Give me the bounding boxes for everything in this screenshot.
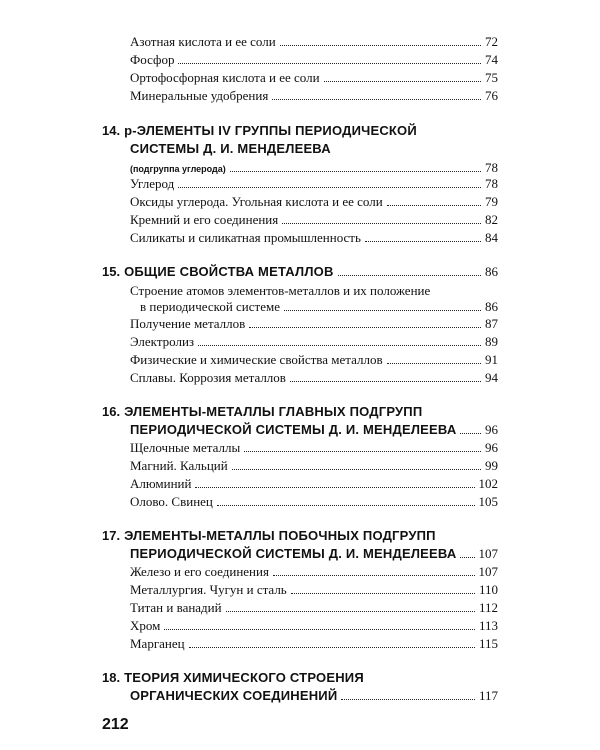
toc-entry-title: Получение металлов — [130, 316, 246, 331]
toc-entry — [130, 212, 498, 228]
toc-entry — [130, 352, 498, 368]
toc-entry — [130, 494, 498, 510]
toc-entry-page: 110 — [478, 582, 498, 597]
toc-entry — [130, 600, 498, 616]
leader-dots — [291, 593, 475, 594]
leader-dots — [164, 629, 475, 630]
toc-entry-title-line1: Строение атомов элементов-металлов и их положение — [130, 283, 431, 298]
leader-dots — [387, 363, 481, 364]
toc-entry-title: Ортофосфорная кислота и ее соли — [130, 70, 320, 85]
toc-entry-page: 79 — [485, 194, 498, 209]
leader-dots — [338, 275, 481, 276]
leader-dots — [282, 223, 481, 224]
leader-dots — [341, 699, 475, 700]
section-page: 117 — [478, 688, 498, 703]
section-heading-14 — [102, 123, 498, 139]
section-number: 14. — [102, 123, 121, 138]
subtitle-text: (подгруппа углерода) — [130, 164, 226, 174]
section-number: 16. — [102, 404, 121, 419]
toc-entry — [130, 618, 498, 634]
toc-entry — [130, 70, 498, 86]
toc-entry — [130, 88, 498, 104]
toc-entry-page: 89 — [485, 334, 498, 349]
toc-entry-page: 102 — [478, 476, 498, 491]
leader-dots — [195, 487, 474, 488]
section-title-line1: ТЕОРИЯ ХИМИЧЕСКОГО СТРОЕНИЯ — [124, 670, 364, 685]
toc-entry-title: Олово. Свинец — [130, 494, 213, 509]
toc-entry-page: 86 — [485, 299, 498, 314]
section-heading-14-cont — [130, 141, 498, 157]
page-number: 212 — [102, 716, 129, 733]
leader-dots — [273, 575, 475, 576]
toc-entry — [130, 230, 498, 246]
leader-dots — [178, 187, 481, 188]
toc-entry-title: Алюминий — [130, 476, 192, 491]
toc-entry-title: Оксиды углерода. Угольная кислота и ее соли — [130, 194, 383, 209]
toc-entry-page: 72 — [485, 34, 498, 49]
toc-entry-page: 82 — [485, 212, 498, 227]
toc-entry — [130, 440, 498, 456]
section-title-line2: ПЕРИОДИЧЕСКОЙ СИСТЕМЫ Д. И. МЕНДЕЛЕЕВА — [130, 422, 457, 437]
section-heading-17 — [102, 528, 498, 544]
toc-entry-page: 78 — [485, 176, 498, 191]
toc-entry — [130, 370, 498, 386]
section-number: 15. — [102, 264, 121, 279]
toc-entry — [130, 334, 498, 350]
toc-entry-title: Силикаты и силикатная промышленность — [130, 230, 361, 245]
section-page: 96 — [485, 422, 498, 437]
toc-entry-title: Титан и ванадий — [130, 600, 222, 615]
section-heading-16 — [102, 404, 498, 420]
toc-entry-page: 113 — [478, 618, 498, 633]
toc-entry-page: 78 — [485, 160, 498, 175]
section-title: ОБЩИЕ СВОЙСТВА МЕТАЛЛОВ — [124, 264, 334, 279]
leader-dots — [460, 433, 481, 434]
toc-entry-page: 99 — [485, 458, 498, 473]
toc-entry-title: Кремний и его соединения — [130, 212, 279, 227]
toc-entry-title: Сплавы. Коррозия металлов — [130, 370, 286, 385]
toc-entry-page: 74 — [485, 52, 498, 67]
toc-entry-title-line2: в периодической системе — [140, 299, 280, 314]
section-heading-18 — [102, 670, 498, 686]
leader-dots — [290, 381, 481, 382]
leader-dots — [460, 557, 474, 558]
toc-entry-title: Углерод — [130, 176, 175, 191]
leader-dots — [217, 505, 475, 506]
toc-entry-page: 107 — [478, 564, 498, 579]
toc-entry — [130, 316, 498, 332]
toc-subtitle — [130, 160, 498, 177]
toc-entry-page: 94 — [485, 370, 498, 385]
section-page: 107 — [478, 546, 498, 561]
leader-dots — [324, 81, 481, 82]
section-title-line2: ПЕРИОДИЧЕСКОЙ СИСТЕМЫ Д. И. МЕНДЕЛЕЕВА — [130, 546, 457, 561]
leader-dots — [232, 469, 481, 470]
leader-dots — [280, 45, 481, 46]
section-title-line1: ЭЛЕМЕНТЫ-МЕТАЛЛЫ ПОБОЧНЫХ ПОДГРУПП — [124, 528, 436, 543]
toc-entry-title: Металлургия. Чугун и сталь — [130, 582, 287, 597]
toc-entry-title: Железо и его соединения — [130, 564, 269, 579]
toc-entry-multiline — [130, 283, 498, 299]
leader-dots — [226, 611, 475, 612]
section-title-line1: p-ЭЛЕМЕНТЫ IV ГРУППЫ ПЕРИОДИЧЕСКОЙ — [124, 123, 417, 138]
toc-entry-page: 91 — [485, 352, 498, 367]
leader-dots — [365, 241, 481, 242]
toc-entry — [130, 636, 498, 652]
toc-entry-title: Азотная кислота и ее соли — [130, 34, 276, 49]
toc-entry-title: Магний. Кальций — [130, 458, 228, 473]
section-heading-15 — [102, 264, 498, 280]
toc-entry-title: Физические и химические свойства металлов — [130, 352, 383, 367]
toc-entry — [130, 582, 498, 598]
toc-entry — [130, 476, 498, 492]
leader-dots — [284, 310, 481, 311]
toc-entry — [130, 52, 498, 68]
toc-entry-page: 112 — [478, 600, 498, 615]
leader-dots — [387, 205, 481, 206]
leader-dots — [178, 63, 481, 64]
leader-dots — [189, 647, 475, 648]
section-page: 86 — [485, 264, 498, 279]
toc-entry-title: Фосфор — [130, 52, 175, 67]
leader-dots — [244, 451, 481, 452]
toc-entry-multiline-cont — [140, 299, 498, 315]
leader-dots — [198, 345, 481, 346]
toc-entry-title: Хром — [130, 618, 161, 633]
toc-entry-page: 115 — [478, 636, 498, 651]
section-title-line2: ОРГАНИЧЕСКИХ СОЕДИНЕНИЙ — [130, 688, 338, 703]
toc-entry — [130, 194, 498, 210]
section-heading-16-cont — [130, 422, 498, 438]
toc-entry-title: Щелочные металлы — [130, 440, 241, 455]
section-heading-17-cont — [130, 546, 498, 562]
toc-entry-title: Марганец — [130, 636, 185, 651]
toc-entry-page: 76 — [485, 88, 498, 103]
section-number: 17. — [102, 528, 121, 543]
leader-dots — [230, 171, 481, 172]
section-title-line1: ЭЛЕМЕНТЫ-МЕТАЛЛЫ ГЛАВНЫХ ПОДГРУПП — [124, 404, 423, 419]
leader-dots — [272, 99, 481, 100]
toc-entry — [130, 176, 498, 192]
toc-entry-page: 105 — [478, 494, 498, 509]
toc-entry-title: Минеральные удобрения — [130, 88, 269, 103]
section-number: 18. — [102, 670, 121, 685]
toc-entry-page: 84 — [485, 230, 498, 245]
leader-dots — [249, 327, 481, 328]
toc-entry — [130, 34, 498, 50]
toc-entry-page: 87 — [485, 316, 498, 331]
toc-entry — [130, 564, 498, 580]
toc-entry-page: 96 — [485, 440, 498, 455]
toc-entry-page: 75 — [485, 70, 498, 85]
section-title-line2: СИСТЕМЫ Д. И. МЕНДЕЛЕЕВА — [130, 141, 331, 156]
section-heading-18-cont — [130, 688, 498, 704]
toc-entry-title: Электролиз — [130, 334, 195, 349]
toc-entry — [130, 458, 498, 474]
